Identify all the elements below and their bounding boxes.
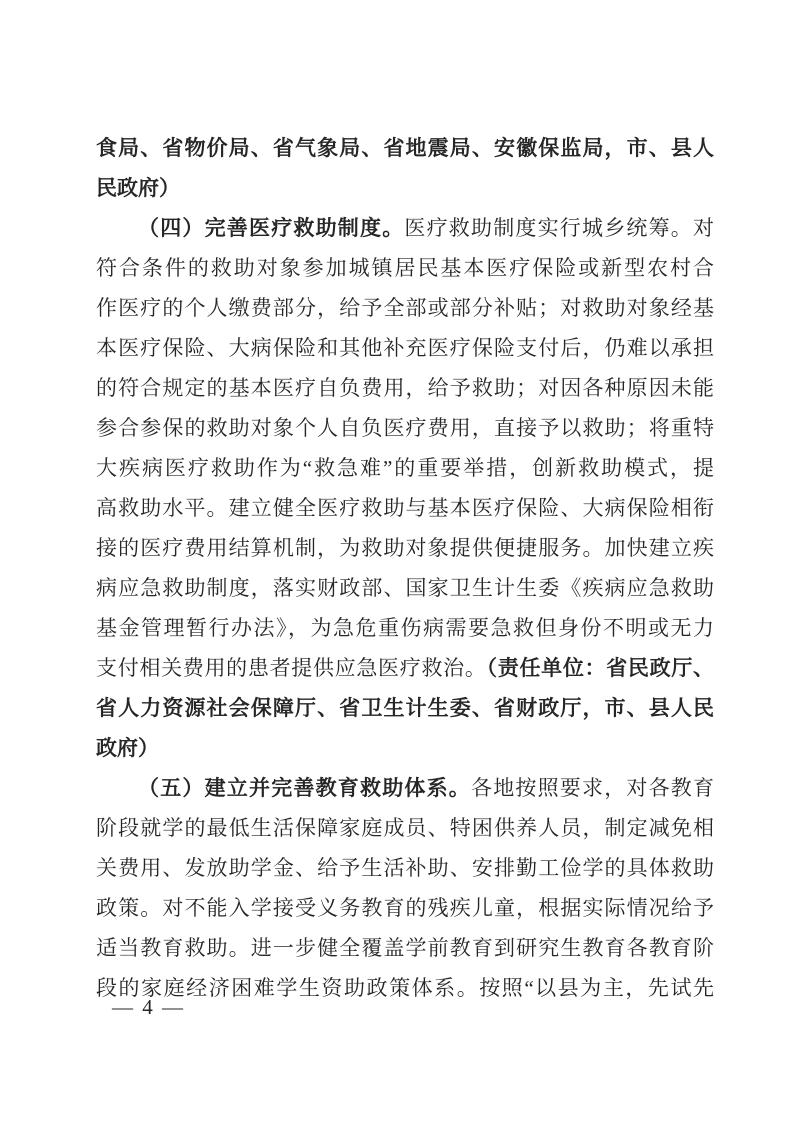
text-run: 支付相关费用的患者提供应急医疗救治。 (96, 656, 487, 680)
text-line (96, 968, 714, 1008)
text-line (96, 128, 714, 168)
text-line (96, 528, 714, 568)
text-run: 医疗救助制度实行城乡统筹。对 (404, 216, 715, 240)
text-run: 接的医疗费用结算机制，为救助对象提供便捷服务。加快建立疾 (96, 536, 714, 560)
text-run: 作医疗的个人缴费部分，给予全部或部分补贴；对救助对象经基 (96, 296, 714, 320)
text-run: （四）完善医疗救助制度。 (138, 216, 405, 240)
text-run: 政府） (96, 736, 159, 760)
text-run: 符合条件的救助对象参加城镇居民基本医疗保险或新型农村合 (96, 256, 714, 280)
text-run: 食局、省物价局、省气象局、省地震局、安徽保监局，市、县人 (96, 136, 714, 160)
text-run: 参合参保的救助对象个人自负医疗费用，直接予以救助；将重特 (96, 416, 714, 440)
text-run: 本医疗保险、大病保险和其他补充医疗保险支付后，仍难以承担 (96, 336, 714, 360)
text-run: 高救助水平。建立健全医疗救助与基本医疗保险、大病保险相衔 (96, 496, 714, 520)
text-line (96, 288, 714, 328)
text-line (96, 248, 714, 288)
text-line (96, 488, 714, 528)
document-body (96, 128, 714, 1008)
text-run: 阶段就学的最低生活保障家庭成员、特困供养人员，制定减免相 (96, 816, 714, 840)
text-run: 政策。对不能入学接受义务教育的残疾儿童，根据实际情况给予 (96, 896, 714, 920)
text-line (96, 448, 714, 488)
text-run: 省人力资源社会保障厅、省卫生计生委、省财政厅，市、县人民 (96, 696, 714, 720)
text-line (96, 728, 714, 768)
text-run: （五）建立并完善教育救助体系。 (138, 776, 471, 800)
text-run: 段的家庭经济困难学生资助政策体系。按照“以县为主，先试先 (96, 976, 714, 1000)
text-line (96, 408, 714, 448)
text-line (96, 168, 714, 208)
text-line (96, 928, 714, 968)
text-line (96, 368, 714, 408)
text-line (96, 888, 714, 928)
text-line (96, 608, 714, 648)
text-line (96, 688, 714, 728)
text-line (96, 648, 714, 688)
text-run: 适当教育救助。进一步健全覆盖学前教育到研究生教育各教育阶 (96, 936, 714, 960)
text-line (96, 328, 714, 368)
text-run: （责任单位：省民政厅、 (486, 656, 715, 680)
text-run: 民政府） (96, 176, 180, 200)
text-run: 病应急救助制度，落实财政部、国家卫生计生委《疾病应急救助 (96, 576, 714, 600)
text-line (96, 208, 714, 248)
text-line (96, 848, 714, 888)
text-line (96, 568, 714, 608)
text-line (96, 808, 714, 848)
text-run: 的符合规定的基本医疗自负费用，给予救助；对因各种原因未能 (96, 376, 714, 400)
page-number: — 4 — (112, 995, 185, 1019)
text-run: 关费用、发放助学金、给予生活补助、安排勤工俭学的具体救助 (96, 856, 714, 880)
text-run: 基金管理暂行办法》，为急危重伤病需要急救但身份不明或无力 (96, 616, 714, 640)
text-run: 各地按照要求，对各教育 (471, 776, 714, 800)
text-line (96, 768, 714, 808)
text-run: 大疾病医疗救助作为“救急难”的重要举措，创新救助模式，提 (96, 456, 714, 480)
